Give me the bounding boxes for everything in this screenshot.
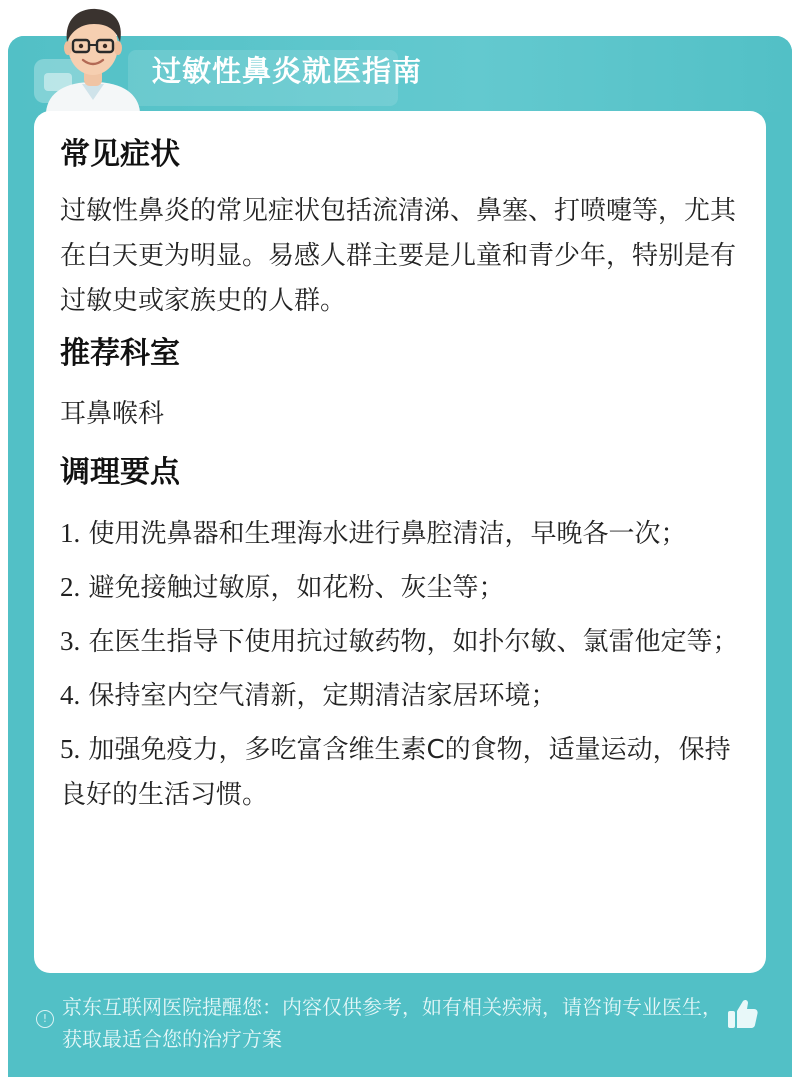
department-text: 耳鼻喉科 <box>60 399 165 429</box>
care-item-number: 3. <box>60 626 81 656</box>
care-item-text: 在医生指导下使用抗过敏药物，如扑尔敏、氯雷他定等； <box>80 627 739 657</box>
doctor-avatar-icon <box>40 0 146 112</box>
care-item-number: 1. <box>60 518 81 548</box>
content-panel <box>34 111 766 973</box>
page-title: 过敏性鼻炎就医指南 <box>152 54 423 88</box>
disclaimer-text: 京东互联网医院提醒您：内容仅供参考，如有相关疾病，请咨询专业医生，获取最适合您的治疗方案 <box>62 995 722 1051</box>
care-item <box>60 673 740 719</box>
care-item-text: 使用洗鼻器和生理海水进行鼻腔清洁，早晚各一次； <box>80 519 687 549</box>
care-list <box>60 511 740 818</box>
thumbs-up-icon[interactable] <box>724 996 760 1032</box>
care-item-text: 加强免疫力，多吃富含维生素C的食物，适量运动，保持良好的生活习惯。 <box>60 735 731 810</box>
care-item <box>60 565 740 611</box>
info-icon: ! <box>36 1010 54 1028</box>
care-item-number: 5. <box>60 734 81 764</box>
department-heading: 推荐科室 <box>60 336 180 371</box>
care-heading: 调理要点 <box>60 455 180 490</box>
care-item <box>60 511 740 557</box>
symptoms-text: 过敏性鼻炎的常见症状包括流清涕、鼻塞、打喷嚏等，尤其在白天更为明显。易感人群主要是儿童和青少年，特别是有过敏史或家族史的人群。 <box>60 196 737 316</box>
care-item <box>60 619 740 665</box>
symptoms-heading: 常见症状 <box>60 137 180 172</box>
care-item-text: 保持室内空气清新，定期清洁家居环境； <box>80 681 557 711</box>
care-item-number: 2. <box>60 572 81 602</box>
care-item-number: 4. <box>60 680 81 710</box>
care-item <box>60 727 740 818</box>
care-item-text: 避免接触过敏原，如花粉、灰尘等； <box>80 573 505 603</box>
